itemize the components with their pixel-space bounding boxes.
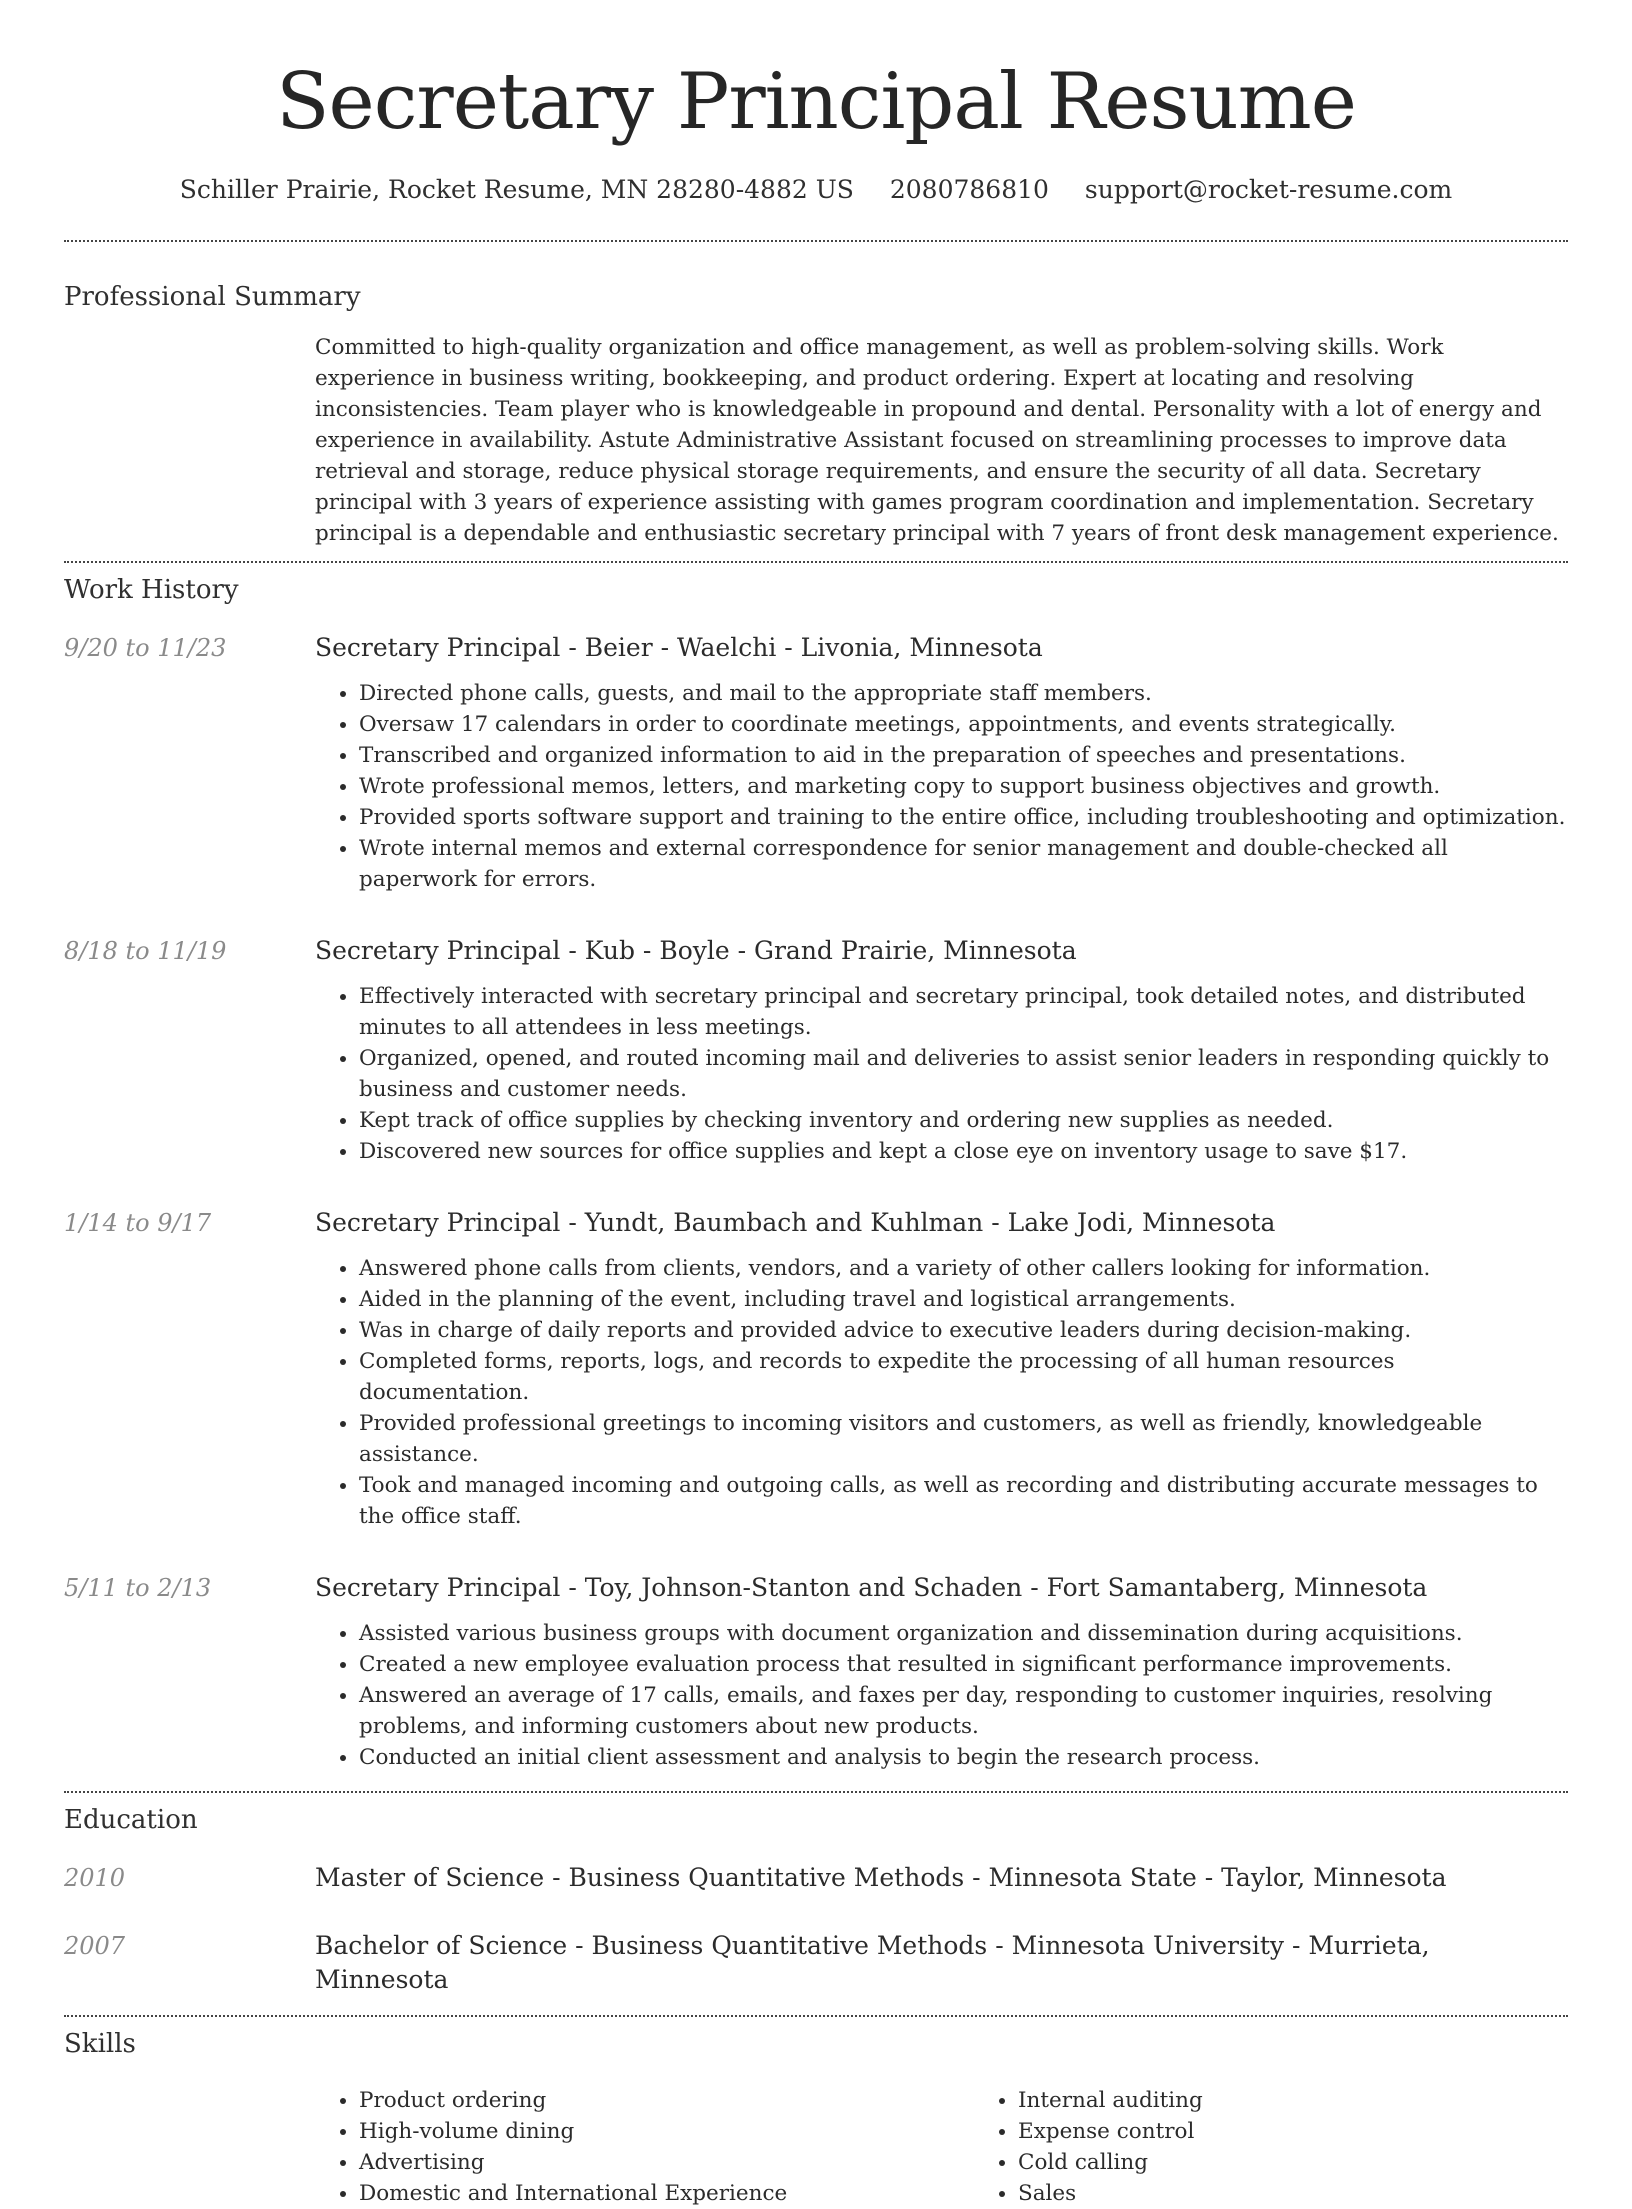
job-dates: 9/20 to 11/23 xyxy=(64,634,227,662)
education-year: 2007 xyxy=(64,1932,126,1960)
job-dates: 1/14 to 9/17 xyxy=(64,1209,212,1237)
list-item: • Provided sports software support and training to the entire office, including troubleshooting and optimization. xyxy=(359,802,1568,833)
resume-title: Secretary Principal Resume xyxy=(276,57,1356,147)
list-item: • Completed forms, reports, logs, and records to expedite the processing of all human resources documentation. xyxy=(359,1346,1568,1408)
list-item: • Took and managed incoming and outgoing calls, as well as recording and distributing accurate messages to the office staff. xyxy=(359,1470,1568,1532)
skills-section xyxy=(64,2017,1568,2209)
summary-text: Committed to high-quality organization and office management, as well as problem-solving skills. Work experience in business writing, bookkeeping, and product ordering. Expert at locating and resolving inconsistencies. Team player who is knowledgeable in propound and dental. Personality with a lot of energy and experience in availability. Astute Administrative Assistant focused on streamlining processes to improve data retrieval and storage, reduce physical storage requirements, and ensure the security of all data. Secretary principal with 3 years of experience assisting with games program coordination and implementation. Secretary principal is a dependable and enthusiastic secretary principal with 7 years of front desk management experience. xyxy=(315,335,1559,546)
list-item: • Wrote internal memos and external correspondence for senior management and double-checked all paperwork for errors. xyxy=(359,833,1568,895)
list-item: • High-volume dining xyxy=(359,2116,974,2147)
list-item: • Was in charge of daily reports and provided advice to executive leaders during decision-making. xyxy=(359,1315,1568,1346)
list-item: • Oversaw 17 calendars in order to coordinate meetings, appointments, and events strategically. xyxy=(359,709,1568,740)
job-bullets xyxy=(315,1618,1568,1773)
job-entry xyxy=(64,934,1568,1167)
job-dates: 8/18 to 11/19 xyxy=(64,937,227,965)
list-item: • Answered an average of 17 calls, emails, and faxes per day, responding to customer inquiries, resolving problems, and informing customers about new products. xyxy=(359,1680,1568,1742)
list-item: • Organized, opened, and routed incoming mail and deliveries to assist senior leaders in responding quickly to business and customer needs. xyxy=(359,1043,1568,1105)
education-entry xyxy=(64,1929,1568,1997)
list-item: • Sales xyxy=(1018,2178,1632,2209)
list-item: • Cold calling xyxy=(1018,2147,1632,2178)
education-heading: Education xyxy=(64,1805,198,1835)
education-year: 2010 xyxy=(64,1864,126,1892)
list-item: • Discovered new sources for office supplies and kept a close eye on inventory usage to save $17. xyxy=(359,1136,1568,1167)
work-heading: Work History xyxy=(64,575,239,605)
list-item: • Effectively interacted with secretary principal and secretary principal, took detailed notes, and distributed minutes to all attendees in less meetings. xyxy=(359,981,1568,1043)
job-dates: 5/11 to 2/13 xyxy=(64,1574,212,1602)
education-section xyxy=(64,1793,1568,1997)
summary-section xyxy=(64,242,1568,549)
job-title: Secretary Principal - Yundt, Baumbach and Kuhlman - Lake Jodi, Minnesota xyxy=(315,1208,1276,1237)
list-item: • Domestic and International Experience xyxy=(359,2178,974,2209)
education-title: Master of Science - Business Quantitative Methods - Minnesota State - Taylor, Minnesota xyxy=(315,1863,1447,1892)
list-item: • Assisted various business groups with document organization and dissemination during acquisitions. xyxy=(359,1618,1568,1649)
education-title: Bachelor of Science - Business Quantitative Methods - Minnesota University - Murrieta, Minnesota xyxy=(315,1931,1430,1994)
job-bullets xyxy=(315,1253,1568,1532)
list-item: • Product ordering xyxy=(359,2085,974,2116)
list-item: • Internal auditing xyxy=(1018,2085,1632,2116)
education-entry xyxy=(64,1861,1568,1895)
job-entry xyxy=(64,631,1568,895)
job-title: Secretary Principal - Kub - Boyle - Grand Prairie, Minnesota xyxy=(315,936,1077,965)
job-title: Secretary Principal - Beier - Waelchi - Livonia, Minnesota xyxy=(315,633,1043,662)
job-title: Secretary Principal - Toy, Johnson-Stanton and Schaden - Fort Samantaberg, Minnesota xyxy=(315,1573,1428,1602)
skills-list-right xyxy=(974,2085,1632,2209)
job-bullets xyxy=(315,981,1568,1167)
contact-address: Schiller Prairie, Rocket Resume, MN 28280-4882 US xyxy=(179,175,854,204)
contact-email[interactable]: support@rocket-resume.com xyxy=(1084,175,1453,204)
skills-list-left xyxy=(315,2085,974,2209)
list-item: • Aided in the planning of the event, including travel and logistical arrangements. xyxy=(359,1284,1568,1315)
contact-phone: 2080786810 xyxy=(889,175,1049,204)
list-item: • Directed phone calls, guests, and mail to the appropriate staff members. xyxy=(359,678,1568,709)
contact-line xyxy=(64,172,1568,208)
job-bullets xyxy=(315,678,1568,895)
list-item: • Wrote professional memos, letters, and marketing copy to support business objectives and growth. xyxy=(359,771,1568,802)
list-item: • Transcribed and organized information to aid in the preparation of speeches and presentations. xyxy=(359,740,1568,771)
list-item: • Expense control xyxy=(1018,2116,1632,2147)
list-item: • Created a new employee evaluation process that resulted in significant performance improvements. xyxy=(359,1649,1568,1680)
list-item: • Answered phone calls from clients, vendors, and a variety of other callers looking for information. xyxy=(359,1253,1568,1284)
work-section xyxy=(64,563,1568,1773)
list-item: • Conducted an initial client assessment and analysis to begin the research process. xyxy=(359,1742,1568,1773)
summary-heading: Professional Summary xyxy=(64,282,361,312)
job-entry xyxy=(64,1571,1568,1773)
skills-heading: Skills xyxy=(64,2029,136,2059)
list-item: • Kept track of office supplies by checking inventory and ordering new supplies as needed. xyxy=(359,1105,1568,1136)
job-entry xyxy=(64,1206,1568,1532)
list-item: • Advertising xyxy=(359,2147,974,2178)
list-item: • Provided professional greetings to incoming visitors and customers, as well as friendly, knowledgeable assistance. xyxy=(359,1408,1568,1470)
